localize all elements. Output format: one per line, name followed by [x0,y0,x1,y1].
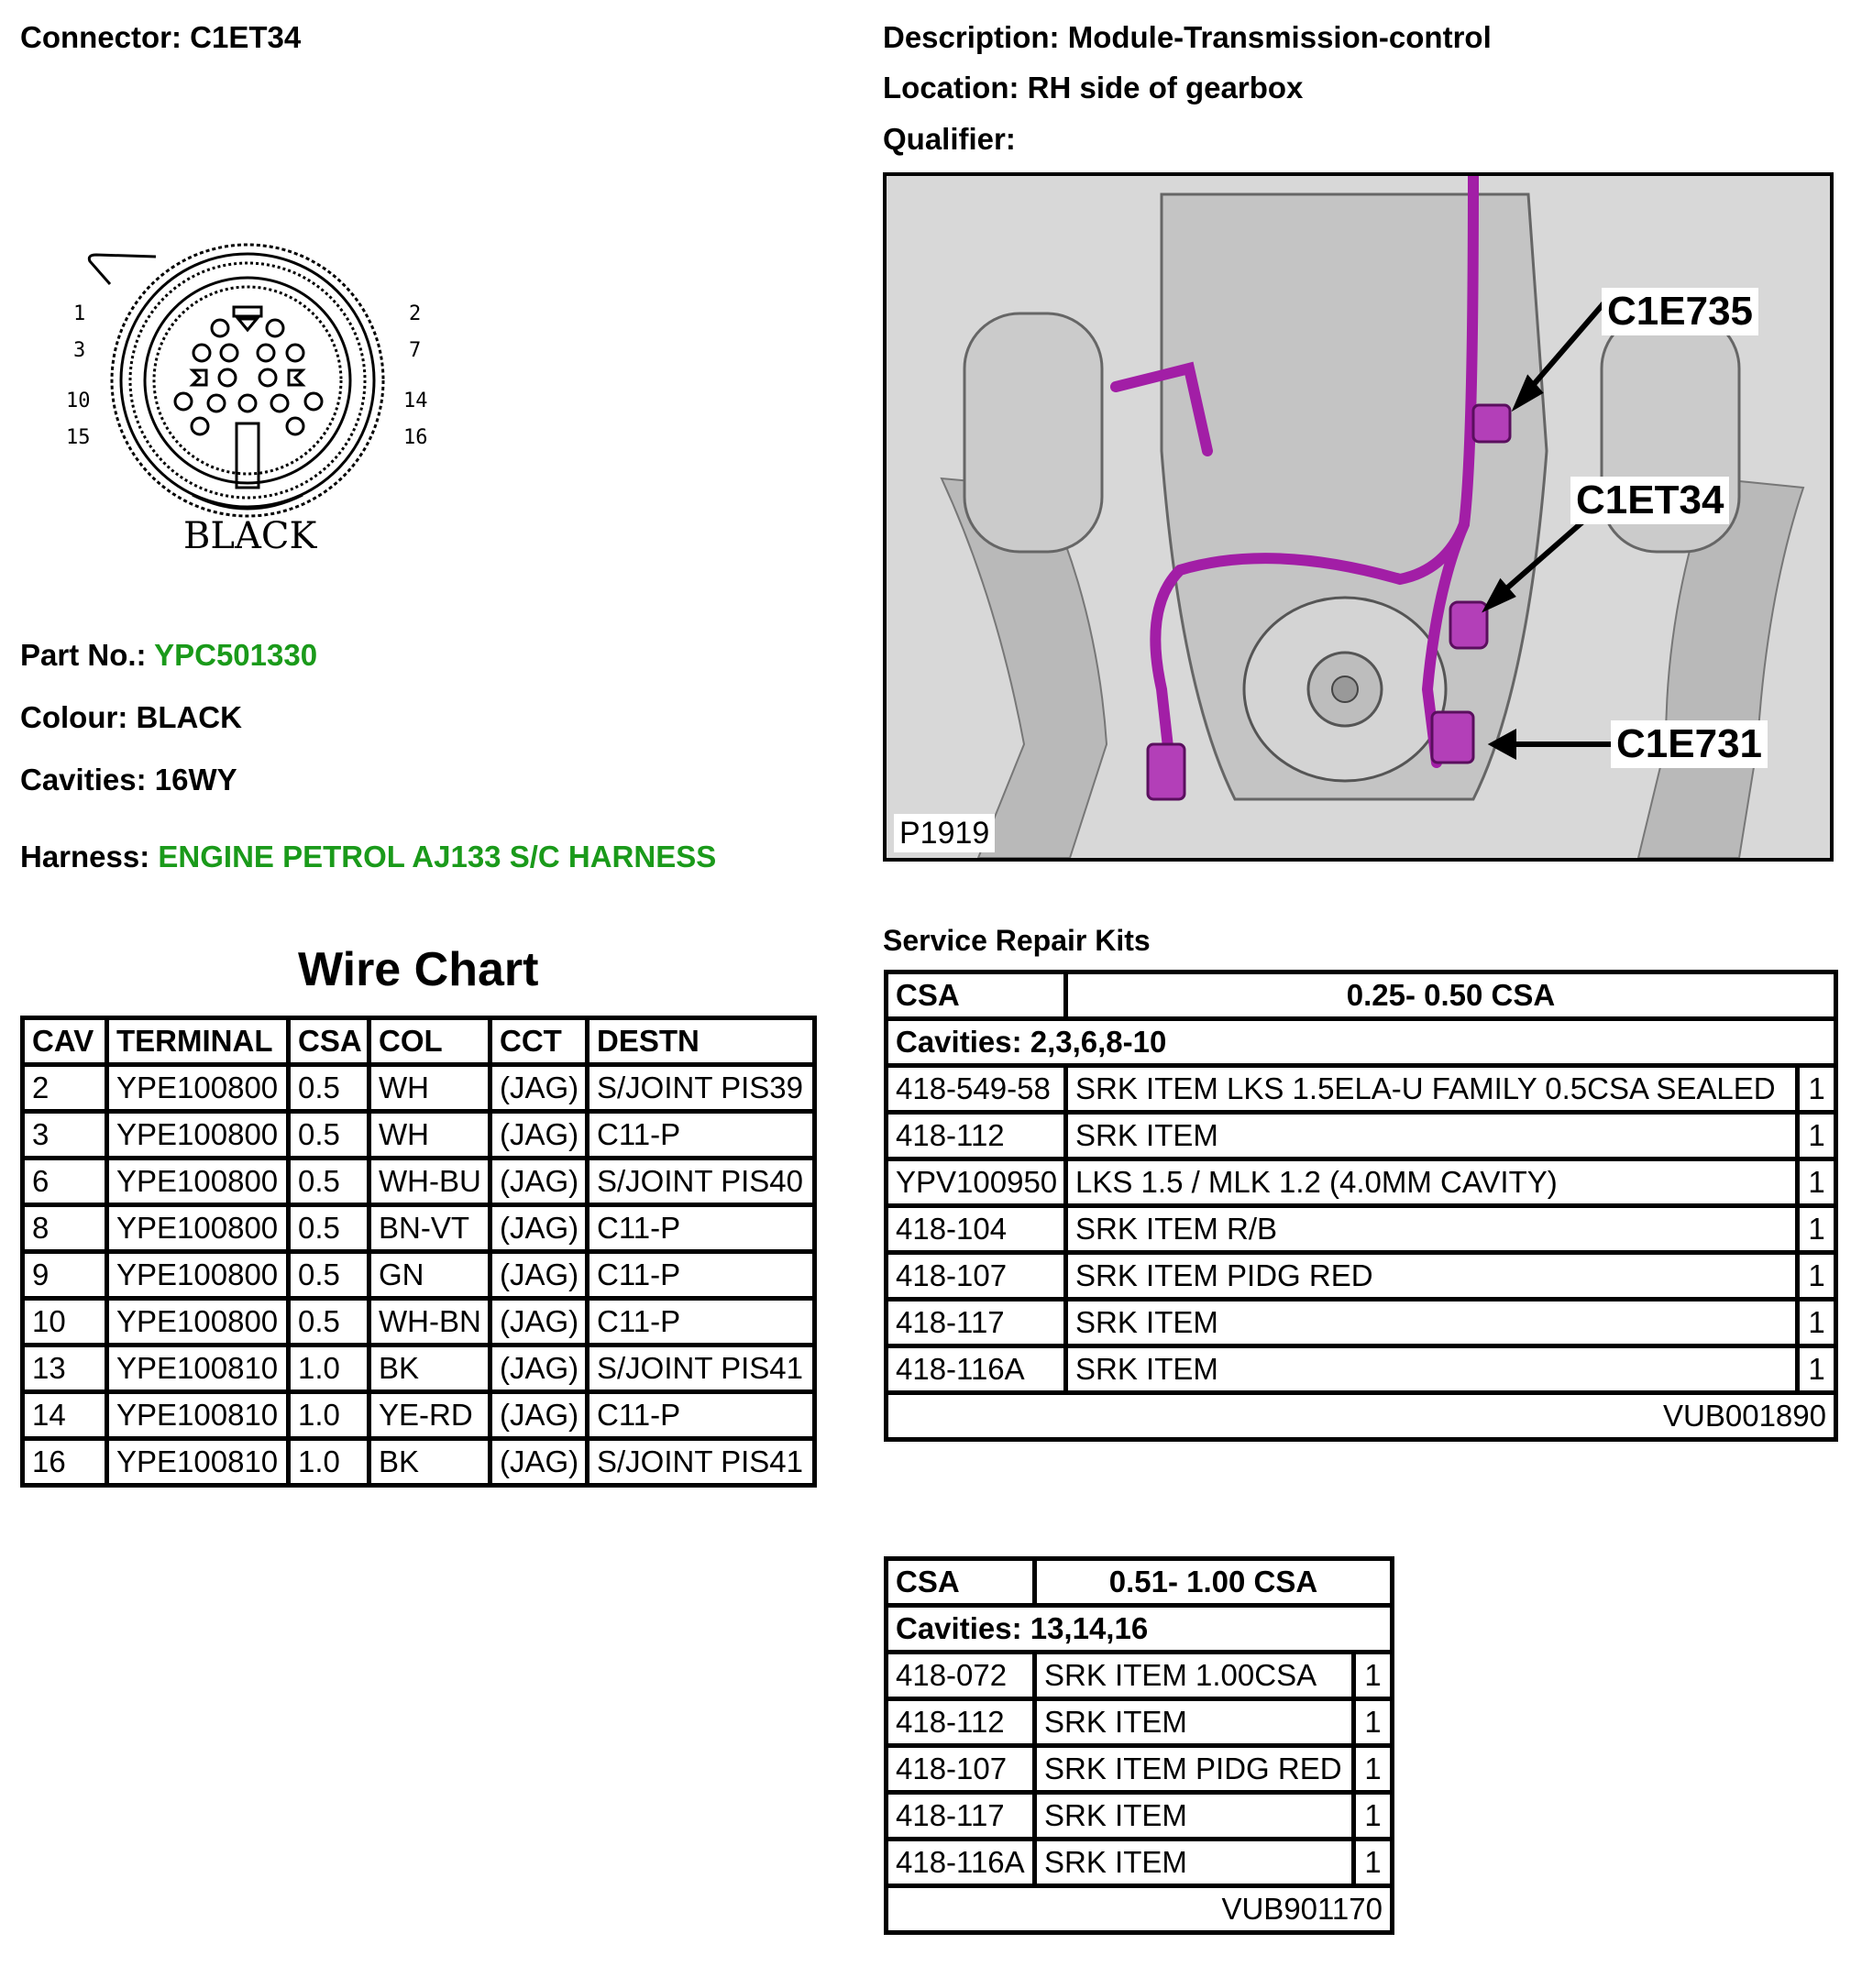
table-cell: C11-P [588,1392,815,1439]
kit-item-row [887,1699,1393,1746]
connector-heading: Connector: C1ET34 [20,20,302,54]
kit-number: VUB901170 [887,1886,1393,1933]
harness-field: Harness: ENGINE PETROL AJ133 S/C HARNESS [20,840,717,873]
table-cell: SRK ITEM [1066,1346,1798,1393]
table-cell: 6 [23,1159,107,1205]
table-cell: YPE100800 [107,1299,289,1345]
kit-item-row [887,1840,1393,1886]
table-cell: C11-P [588,1112,815,1159]
table-cell: 1.0 [289,1345,369,1392]
table-cell: 0.5 [289,1252,369,1299]
callout-c1e735: C1E735 [1602,288,1758,335]
table-header-row [23,1018,815,1065]
table-cell: WH [369,1065,490,1112]
part-number-link[interactable]: YPC501330 [154,638,318,672]
csa-label: CSA [887,1559,1035,1606]
table-cell: C11-P [588,1299,815,1345]
table-cell: 1 [1798,1113,1836,1159]
table-cell: 1.0 [289,1392,369,1439]
table-row [23,1112,815,1159]
cavities-field: Cavities: 16WY [20,763,237,796]
table-cell: 0.5 [289,1065,369,1112]
kit-item-row [887,1206,1836,1253]
table-cell: 1 [1798,1159,1836,1206]
table-cell: YPE100810 [107,1345,289,1392]
kit-cavities: Cavities: 2,3,6,8-10 [887,1019,1836,1066]
table-cell: 8 [23,1205,107,1252]
kit-number: VUB001890 [887,1393,1836,1440]
table-cell: 0.5 [289,1112,369,1159]
csa-label: CSA [887,972,1066,1019]
table-cell: 418-107 [887,1746,1035,1793]
table-cell: (JAG) [490,1439,588,1486]
table-row [23,1299,815,1345]
csa-range: 0.51- 1.00 CSA [1035,1559,1393,1606]
connector-face-icon [55,220,458,568]
csa-range: 0.25- 0.50 CSA [1066,972,1836,1019]
table-cell: YPE100800 [107,1252,289,1299]
table-cell: (JAG) [490,1205,588,1252]
table-cell: 418-112 [887,1699,1035,1746]
location-photo [883,172,1834,862]
table-cell: 418-117 [887,1793,1035,1840]
table-cell: 418-107 [887,1253,1066,1300]
kit-item-row [887,1653,1393,1699]
pin-number: 1 [73,302,86,325]
kit-item-row [887,1793,1393,1840]
table-cell: 1 [1798,1066,1836,1113]
pin-number: 15 [66,426,91,449]
table-cell: BN-VT [369,1205,490,1252]
table-cell: BK [369,1439,490,1486]
table-cell: 16 [23,1439,107,1486]
table-cell: SRK ITEM [1066,1300,1798,1346]
table-row [23,1392,815,1439]
wire-chart-title: Wire Chart [298,943,539,996]
qualifier-heading: Qualifier: [883,122,1016,156]
table-cell: YE-RD [369,1392,490,1439]
table-cell: 14 [23,1392,107,1439]
table-cell: (JAG) [490,1345,588,1392]
pin-number: 2 [409,302,422,325]
kit-item-row [887,1113,1836,1159]
table-cell: 0.5 [289,1299,369,1345]
location-heading: Location: RH side of gearbox [883,71,1304,104]
column-header: COL [369,1018,490,1065]
table-cell: C11-P [588,1252,815,1299]
service-kits-title: Service Repair Kits [883,924,1151,957]
kit-item-row [887,1066,1836,1113]
connector-colour-text: BLACK [183,515,317,557]
table-cell: 1 [1354,1746,1393,1793]
pin-number: 16 [403,426,428,449]
colour-field: Colour: BLACK [20,700,242,734]
description-heading: Description: Module-Transmission-control [883,20,1492,54]
table-cell: 13 [23,1345,107,1392]
table-cell: 1 [1798,1206,1836,1253]
table-cell: 3 [23,1112,107,1159]
table-cell: 1 [1354,1653,1393,1699]
table-cell: SRK ITEM LKS 1.5ELA-U FAMILY 0.5CSA SEALED [1066,1066,1798,1113]
table-cell: SRK ITEM [1035,1793,1354,1840]
table-cell: YPE100800 [107,1065,289,1112]
table-row [23,1205,815,1252]
table-cell: 1 [1354,1699,1393,1746]
table-cell: (JAG) [490,1392,588,1439]
kit-item-row [887,1159,1836,1206]
wire-chart-table [20,1016,817,1488]
table-cell: LKS 1.5 / MLK 1.2 (4.0MM CAVITY) [1066,1159,1798,1206]
table-cell: WH-BU [369,1159,490,1205]
connector-face-diagram [55,220,458,573]
table-cell: SRK ITEM [1035,1840,1354,1886]
pin-number: 3 [73,339,86,362]
column-header: CCT [490,1018,588,1065]
column-header: DESTN [588,1018,815,1065]
part-number: Part No.: YPC501330 [20,638,318,672]
kit-item-row [887,1746,1393,1793]
table-cell: 1 [1354,1840,1393,1886]
table-cell: 418-116A [887,1840,1035,1886]
table-row [23,1439,815,1486]
column-header: CAV [23,1018,107,1065]
kit-item-row [887,1300,1836,1346]
table-cell: (JAG) [490,1299,588,1345]
table-cell: 418-117 [887,1300,1066,1346]
table-cell: YPE100810 [107,1392,289,1439]
table-cell: 2 [23,1065,107,1112]
pin-number: 10 [66,390,91,412]
kit-item-row [887,1253,1836,1300]
table-row [23,1252,815,1299]
photo-reference: P1919 [894,814,995,852]
table-cell: 1 [1798,1253,1836,1300]
table-cell: YPV100950 [887,1159,1066,1206]
table-cell: 418-104 [887,1206,1066,1253]
table-cell: YPE100800 [107,1159,289,1205]
table-cell: S/JOINT PIS41 [588,1345,815,1392]
table-cell: YPE100800 [107,1112,289,1159]
table-row [23,1065,815,1112]
table-cell: 418-116A [887,1346,1066,1393]
table-cell: SRK ITEM PIDG RED [1066,1253,1798,1300]
service-kit-table-2 [884,1556,1394,1935]
table-cell: YPE100810 [107,1439,289,1486]
table-cell: (JAG) [490,1065,588,1112]
table-cell: SRK ITEM [1066,1113,1798,1159]
table-cell: BK [369,1345,490,1392]
table-cell: (JAG) [490,1252,588,1299]
table-cell: YPE100800 [107,1205,289,1252]
callout-c1et34: C1ET34 [1570,477,1729,524]
table-cell: SRK ITEM PIDG RED [1035,1746,1354,1793]
pin-number: 14 [403,390,428,412]
table-cell: 418-072 [887,1653,1035,1699]
table-cell: (JAG) [490,1112,588,1159]
table-cell: 9 [23,1252,107,1299]
table-cell: 1.0 [289,1439,369,1486]
table-cell: 1 [1354,1793,1393,1840]
table-cell: S/JOINT PIS39 [588,1065,815,1112]
table-cell: (JAG) [490,1159,588,1205]
pin-number: 7 [409,339,422,362]
harness-link[interactable]: ENGINE PETROL AJ133 S/C HARNESS [158,840,717,873]
table-cell: WH-BN [369,1299,490,1345]
table-cell: 0.5 [289,1205,369,1252]
table-cell: 1 [1798,1300,1836,1346]
table-cell: 418-549-58 [887,1066,1066,1113]
table-cell: SRK ITEM R/B [1066,1206,1798,1253]
column-header: TERMINAL [107,1018,289,1065]
table-cell: GN [369,1252,490,1299]
column-header: CSA [289,1018,369,1065]
table-cell: WH [369,1112,490,1159]
callout-c1e731: C1E731 [1611,720,1768,768]
table-cell: 1 [1798,1346,1836,1393]
table-row [23,1159,815,1205]
table-cell: 0.5 [289,1159,369,1205]
table-cell: SRK ITEM 1.00CSA [1035,1653,1354,1699]
table-cell: 10 [23,1299,107,1345]
table-cell: S/JOINT PIS40 [588,1159,815,1205]
service-kit-table-1 [884,970,1838,1442]
table-row [23,1345,815,1392]
table-cell: S/JOINT PIS41 [588,1439,815,1486]
table-cell: C11-P [588,1205,815,1252]
table-cell: SRK ITEM [1035,1699,1354,1746]
table-cell: 418-112 [887,1113,1066,1159]
kit-cavities: Cavities: 13,14,16 [887,1606,1393,1653]
kit-item-row [887,1346,1836,1393]
